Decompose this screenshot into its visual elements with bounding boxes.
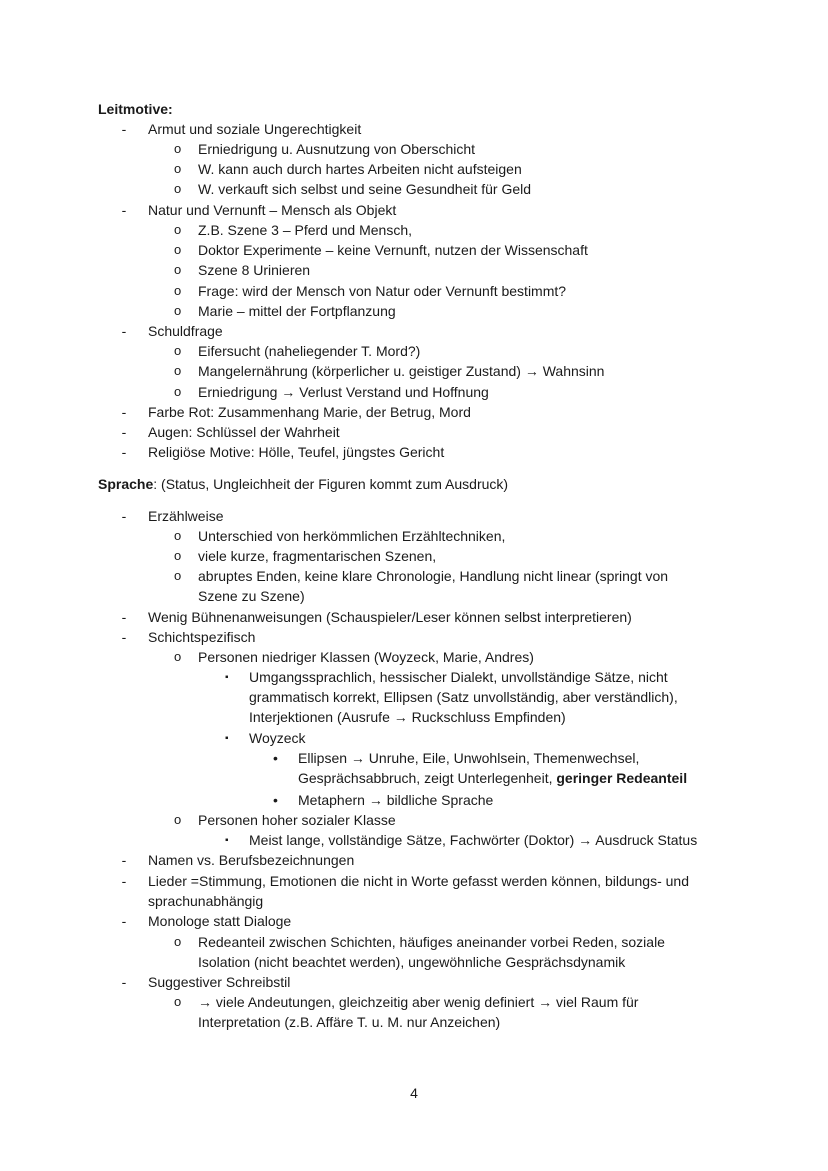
circle-marker: o <box>174 262 182 277</box>
page-number: 4 <box>410 1085 418 1101</box>
list-item: Religiöse Motive: Hölle, Teufel, jüngstes Gericht <box>148 444 445 460</box>
list-item: Ellipsen → Unruhe, Eile, Unwohlsein, Themenwechsel, <box>298 750 640 766</box>
list-item: Erniedrigung → Verlust Verstand und Hoffnung <box>198 384 489 400</box>
list-item: abruptes Enden, keine klare Chronologie, Handlung nicht linear (springt von <box>198 568 669 584</box>
list-item: Personen niedriger Klassen (Woyzeck, Marie, Andres) <box>198 649 534 665</box>
list-item: Erzählweise <box>148 508 224 524</box>
sprache-heading-line <box>98 474 508 494</box>
list-item: Monologe statt Dialoge <box>148 913 292 929</box>
list-item: Unterschied von herkömmlichen Erzähltechniken, <box>198 528 506 544</box>
list-item: W. verkauft sich selbst und seine Gesundheit für Geld <box>198 181 532 197</box>
list-item: → viele Andeutungen, gleichzeitig aber wenig definiert → viel Raum für <box>198 994 639 1010</box>
bullet-marker: • <box>273 750 278 766</box>
dash-marker: - <box>121 202 127 218</box>
list-item: viele kurze, fragmentarischen Szenen, <box>198 548 437 564</box>
list-item: Z.B. Szene 3 – Pferd und Mensch, <box>198 222 413 238</box>
circle-marker: o <box>174 181 182 196</box>
circle-marker: o <box>174 934 182 949</box>
dash-marker: - <box>121 609 127 625</box>
circle-marker: o <box>174 548 182 563</box>
dash-marker: - <box>121 873 127 889</box>
list-item-continuation: Interpretation (z.B. Affäre T. u. M. nur Anzeichen) <box>198 1014 501 1030</box>
circle-marker: o <box>174 141 182 156</box>
list-item: Wenig Bühnenanweisungen (Schauspieler/Leser können selbst interpretieren) <box>148 609 632 625</box>
list-item: Doktor Experimente – keine Vernunft, nutzen der Wissenschaft <box>198 242 588 258</box>
list-item: Natur und Vernunft – Mensch als Objekt <box>148 202 397 218</box>
dash-marker: - <box>121 404 127 420</box>
leitmotive-heading: Leitmotive: <box>98 101 173 117</box>
dash-marker: - <box>121 974 127 990</box>
circle-marker: o <box>174 994 182 1009</box>
sprache-subtitle: : (Status, Ungleichheit der Figuren kommt zum Ausdruck) <box>153 476 509 492</box>
square-marker: ▪ <box>225 835 229 846</box>
list-item-continuation: Szene zu Szene) <box>198 588 305 604</box>
list-item: Schuldfrage <box>148 323 223 339</box>
dash-marker: - <box>121 444 127 460</box>
list-item: Frage: wird der Mensch von Natur oder Vernunft bestimmt? <box>198 283 567 299</box>
circle-marker: o <box>174 528 182 543</box>
list-item: Redeanteil zwischen Schichten, häufiges aneinander vorbei Reden, soziale <box>198 934 665 950</box>
emphasis-text: geringer Redeanteil <box>556 770 688 786</box>
list-item: Woyzeck <box>249 730 306 746</box>
circle-marker: o <box>174 222 182 237</box>
list-item-continuation: Isolation (nicht beachtet werden), ungewöhnliche Gesprächsdynamik <box>198 954 626 970</box>
list-item: Suggestiver Schreibstil <box>148 974 291 990</box>
list-item: Farbe Rot: Zusammenhang Marie, der Betrug, Mord <box>148 404 471 420</box>
list-item-continuation: grammatisch korrekt, Ellipsen (Satz unvollständig, aber verständlich), <box>249 689 678 705</box>
list-item: Meist lange, vollständige Sätze, Fachwörter (Doktor) → Ausdruck Status <box>249 832 698 848</box>
circle-marker: o <box>174 283 182 298</box>
dash-marker: - <box>121 121 127 137</box>
circle-marker: o <box>174 242 182 257</box>
circle-marker: o <box>174 649 182 664</box>
dash-marker: - <box>121 852 127 868</box>
list-item: Metaphern → bildliche Sprache <box>298 792 494 808</box>
bullet-marker: • <box>273 792 278 808</box>
list-item: Schichtspezifisch <box>148 629 256 645</box>
list-item: Lieder =Stimmung, Emotionen die nicht in Worte gefasst werden können, bildungs- und <box>148 873 690 889</box>
circle-marker: o <box>174 568 182 583</box>
list-item: Namen vs. Berufsbezeichnungen <box>148 852 355 868</box>
circle-marker: o <box>174 303 182 318</box>
dash-marker: - <box>121 424 127 440</box>
square-marker: ▪ <box>225 672 229 683</box>
list-item: Erniedrigung u. Ausnutzung von Oberschicht <box>198 141 476 157</box>
circle-marker: o <box>174 161 182 176</box>
square-marker: ▪ <box>225 733 229 744</box>
dash-marker: - <box>121 629 127 645</box>
circle-marker: o <box>174 363 182 378</box>
circle-marker: o <box>174 812 182 827</box>
list-item-continuation: Interjektionen (Ausrufe → Ruckschluss Empfinden) <box>249 709 566 725</box>
circle-marker: o <box>174 343 182 358</box>
list-item-continuation <box>298 768 687 788</box>
dash-marker: - <box>121 323 127 339</box>
list-item: Mangelernährung (körperlicher u. geistiger Zustand) → Wahnsinn <box>198 363 605 379</box>
list-item: Augen: Schlüssel der Wahrheit <box>148 424 340 440</box>
list-item: Personen hoher sozialer Klasse <box>198 812 396 828</box>
list-item: Szene 8 Urinieren <box>198 262 311 278</box>
list-item-continuation: sprachunabhängig <box>148 893 264 909</box>
list-item: W. kann auch durch hartes Arbeiten nicht aufsteigen <box>198 161 522 177</box>
dash-marker: - <box>121 508 127 524</box>
list-item: Eifersucht (naheliegender T. Mord?) <box>198 343 421 359</box>
list-item: Marie – mittel der Fortpflanzung <box>198 303 396 319</box>
list-item: Umgangssprachlich, hessischer Dialekt, unvollständige Sätze, nicht <box>249 669 668 685</box>
list-item: Armut und soziale Ungerechtigkeit <box>148 121 362 137</box>
sprache-heading: Sprache <box>98 476 154 492</box>
list-item-text: Gesprächsabbruch, zeigt Unterlegenheit, <box>298 770 557 786</box>
dash-marker: - <box>121 913 127 929</box>
circle-marker: o <box>174 384 182 399</box>
